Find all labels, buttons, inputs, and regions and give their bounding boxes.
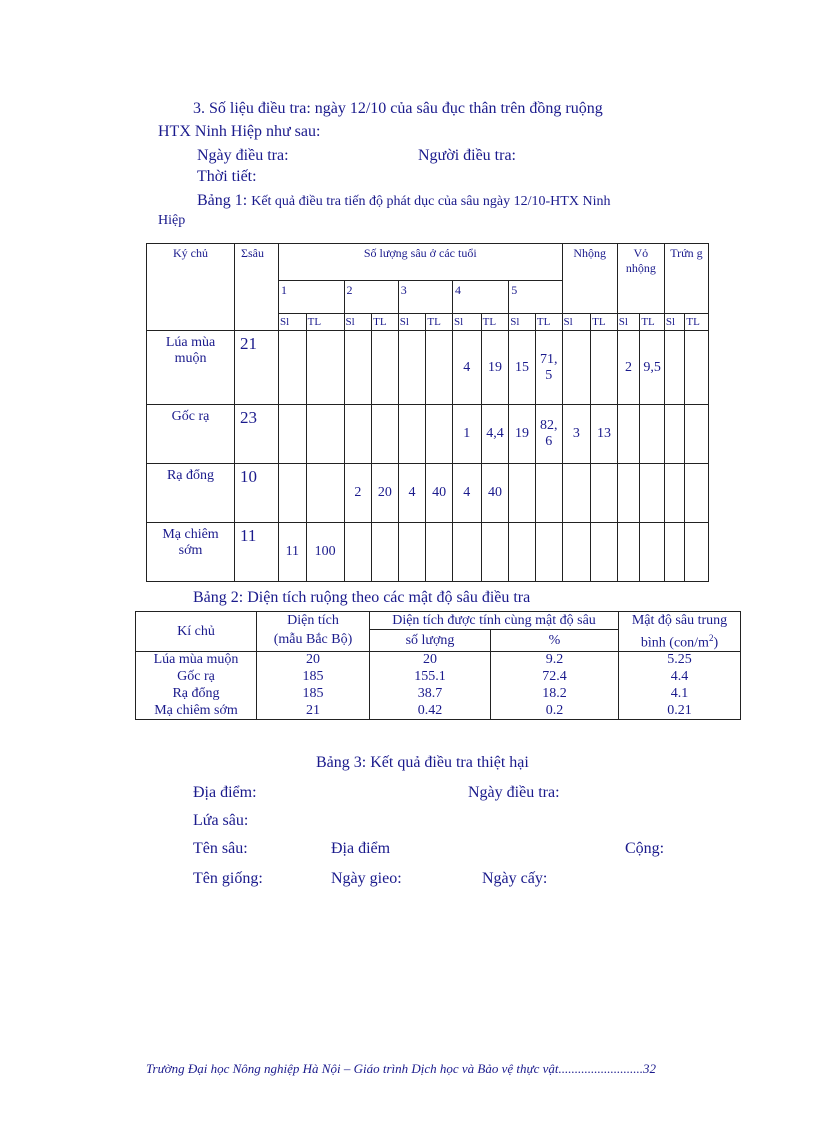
row-area-count: 155.1 xyxy=(370,669,491,686)
form-sowing-date: Ngày gieo: xyxy=(331,870,402,887)
t2-density-unit-text: bình (con/m xyxy=(640,635,709,651)
form-variety: Tên giống: xyxy=(193,870,263,887)
instar-5: 5 xyxy=(509,281,562,314)
row-cell: 19 xyxy=(509,405,536,464)
row-cell xyxy=(664,405,684,464)
row-cell: 11 xyxy=(279,523,307,582)
table-row xyxy=(136,652,741,669)
row-cell xyxy=(591,331,618,405)
t2-header-area-density: Diện tích được tính cùng mật độ sâu xyxy=(370,612,619,630)
form-total: Cộng: xyxy=(625,840,665,857)
table-row xyxy=(147,523,709,582)
row-cell xyxy=(664,523,684,582)
row-cell: 15 xyxy=(509,331,536,405)
row-cell xyxy=(452,523,481,582)
row-host: Mạ chiêm sớm xyxy=(136,703,257,720)
table2-body xyxy=(136,652,741,720)
table-row xyxy=(147,405,709,464)
row-cell xyxy=(664,464,684,523)
sl-label: Sl xyxy=(398,314,426,331)
row-cell xyxy=(398,331,426,405)
sl-label: Sl xyxy=(279,314,307,331)
row-cell xyxy=(640,523,665,582)
tl-label: TL xyxy=(306,314,344,331)
table-row xyxy=(147,331,709,405)
section-heading-line1: 3. Số liệu điều tra: ngày 12/10 của sâu đục thân trên đồng ruộng xyxy=(193,100,603,117)
row-cell xyxy=(509,523,536,582)
row-total: 10 xyxy=(235,464,279,523)
table1-caption-line2: Hiệp xyxy=(158,213,186,228)
row-host: Lúa mùa muộn xyxy=(147,331,235,405)
row-cell xyxy=(372,331,399,405)
instar-3: 3 xyxy=(398,281,452,314)
row-cell xyxy=(664,331,684,405)
row-cell xyxy=(617,464,640,523)
table-row xyxy=(136,703,741,720)
row-cell xyxy=(398,523,426,582)
row-cell xyxy=(617,405,640,464)
row-cell xyxy=(344,523,372,582)
instar-4: 4 xyxy=(452,281,508,314)
weather-label: Thời tiết: xyxy=(197,168,257,185)
row-cell xyxy=(535,523,562,582)
row-area-count: 20 xyxy=(370,652,491,669)
row-cell: 71, 5 xyxy=(535,331,562,405)
t2-density-unit-sup: 2 xyxy=(708,632,714,643)
row-density: 4.4 xyxy=(619,669,741,686)
row-cell xyxy=(591,523,618,582)
row-total: 21 xyxy=(235,331,279,405)
sl-label: Sl xyxy=(509,314,536,331)
row-cell: 1 xyxy=(452,405,481,464)
form-pest-name: Tên sâu: xyxy=(193,840,248,857)
row-host: Rạ đổng xyxy=(147,464,235,523)
row-cell: 4 xyxy=(452,331,481,405)
row-cell xyxy=(685,405,709,464)
row-cell: 40 xyxy=(481,464,509,523)
table1-caption xyxy=(197,192,610,210)
table-row xyxy=(136,669,741,686)
row-cell xyxy=(426,405,453,464)
row-host: Lúa mùa muộn xyxy=(136,652,257,669)
row-area: 20 xyxy=(257,652,370,669)
row-density: 4.1 xyxy=(619,686,741,703)
tl-label: TL xyxy=(372,314,399,331)
row-cell: 2 xyxy=(344,464,372,523)
header-pupa-shell: Vỏ nhộng xyxy=(617,244,664,314)
row-cell: 40 xyxy=(426,464,453,523)
header-host: Ký chủ xyxy=(147,244,235,331)
row-cell xyxy=(372,405,399,464)
row-cell xyxy=(306,331,344,405)
sl-label: Sl xyxy=(617,314,640,331)
tl-label: TL xyxy=(591,314,618,331)
table1-body xyxy=(147,331,709,582)
row-host: Rạ đổng xyxy=(136,686,257,703)
row-cell xyxy=(535,464,562,523)
tl-label: TL xyxy=(685,314,709,331)
row-density: 0.21 xyxy=(619,703,741,720)
row-host: Gốc rạ xyxy=(136,669,257,686)
header-instars: Số lượng sâu ở các tuổi xyxy=(279,244,563,281)
table1-caption-lead: Bảng 1: xyxy=(197,192,248,209)
row-density: 5.25 xyxy=(619,652,741,669)
row-cell xyxy=(685,464,709,523)
field-area-density-table xyxy=(135,611,741,720)
row-cell: 9,5 xyxy=(640,331,665,405)
row-cell: 13 xyxy=(591,405,618,464)
row-cell: 20 xyxy=(372,464,399,523)
row-host: Mạ chiêm sớm xyxy=(147,523,235,582)
table2-caption: Bảng 2: Diện tích ruộng theo các mật độ sâu điều tra xyxy=(193,589,531,606)
row-cell xyxy=(279,331,307,405)
row-area: 185 xyxy=(257,669,370,686)
table-row xyxy=(147,464,709,523)
row-area: 185 xyxy=(257,686,370,703)
row-cell xyxy=(640,405,665,464)
row-cell xyxy=(562,331,591,405)
table-row xyxy=(136,686,741,703)
t2-header-area-l1: Diện tích xyxy=(257,612,370,630)
row-cell xyxy=(306,405,344,464)
row-area-count: 38.7 xyxy=(370,686,491,703)
row-cell xyxy=(426,331,453,405)
page-footer: Trường Đại học Nông nghiệp Hà Nội – Giáo trình Dịch học và Bảo vệ thực vật..........................32 xyxy=(146,1061,657,1076)
row-cell xyxy=(306,464,344,523)
row-cell: 4 xyxy=(452,464,481,523)
row-area-pct: 0.2 xyxy=(491,703,619,720)
tl-label: TL xyxy=(426,314,453,331)
row-host: Gốc rạ xyxy=(147,405,235,464)
table3-caption: Bảng 3: Kết quả điều tra thiệt hại xyxy=(316,754,529,771)
t2-header-density-l1: Mật độ sâu trung xyxy=(619,612,741,630)
tl-label: TL xyxy=(481,314,509,331)
row-total: 23 xyxy=(235,405,279,464)
form-pest-generation: Lứa sâu: xyxy=(193,812,249,829)
form-transplant-date: Ngày cấy: xyxy=(482,870,548,887)
row-cell: 100 xyxy=(306,523,344,582)
sl-label: Sl xyxy=(664,314,684,331)
row-area-pct: 72.4 xyxy=(491,669,619,686)
row-cell xyxy=(562,464,591,523)
tl-label: TL xyxy=(535,314,562,331)
t2-header-pct: % xyxy=(491,630,619,652)
row-cell: 4 xyxy=(398,464,426,523)
form-location: Địa điểm: xyxy=(193,784,257,801)
row-cell: 4,4 xyxy=(481,405,509,464)
instar-1: 1 xyxy=(279,281,344,314)
row-area-count: 0.42 xyxy=(370,703,491,720)
row-cell xyxy=(372,523,399,582)
sl-label: Sl xyxy=(562,314,591,331)
form-survey-date: Ngày điều tra: xyxy=(468,784,560,801)
tl-label: TL xyxy=(640,314,665,331)
t2-header-count: số lượng xyxy=(370,630,491,652)
row-cell xyxy=(481,523,509,582)
row-area-pct: 18.2 xyxy=(491,686,619,703)
row-total: 11 xyxy=(235,523,279,582)
pest-development-table xyxy=(146,243,709,582)
surveyor-label: Người điều tra: xyxy=(418,147,516,164)
header-pupa: Nhộng xyxy=(562,244,617,314)
row-cell xyxy=(562,523,591,582)
form-location2: Địa điểm xyxy=(331,840,391,857)
row-cell xyxy=(509,464,536,523)
row-cell xyxy=(279,464,307,523)
t2-density-unit-close: ) xyxy=(713,635,719,651)
t2-header-density-l2 xyxy=(619,630,741,652)
header-egg: Trứn g xyxy=(664,244,708,314)
row-cell: 2 xyxy=(617,331,640,405)
row-cell xyxy=(344,405,372,464)
row-cell xyxy=(426,523,453,582)
row-cell: 82, 6 xyxy=(535,405,562,464)
t2-header-area-l2: (mẫu Bắc Bộ) xyxy=(257,630,370,652)
row-cell xyxy=(344,331,372,405)
row-area: 21 xyxy=(257,703,370,720)
t2-header-host: Kí chủ xyxy=(136,612,257,652)
row-cell: 19 xyxy=(481,331,509,405)
header-total: Σsâu xyxy=(235,244,279,331)
row-cell xyxy=(591,464,618,523)
instar-2: 2 xyxy=(344,281,398,314)
row-cell xyxy=(685,523,709,582)
row-cell xyxy=(617,523,640,582)
sl-label: Sl xyxy=(452,314,481,331)
row-area-pct: 9.2 xyxy=(491,652,619,669)
section-heading-line2: HTX Ninh Hiệp như sau: xyxy=(158,123,321,140)
row-cell xyxy=(640,464,665,523)
row-cell xyxy=(685,331,709,405)
sl-label: Sl xyxy=(344,314,372,331)
row-cell: 3 xyxy=(562,405,591,464)
row-cell xyxy=(398,405,426,464)
survey-date-label: Ngày điều tra: xyxy=(197,147,289,164)
table1-caption-rest: Kết quả điều tra tiến độ phát dục của sâu ngày 12/10-HTX Ninh xyxy=(251,194,611,209)
row-cell xyxy=(279,405,307,464)
